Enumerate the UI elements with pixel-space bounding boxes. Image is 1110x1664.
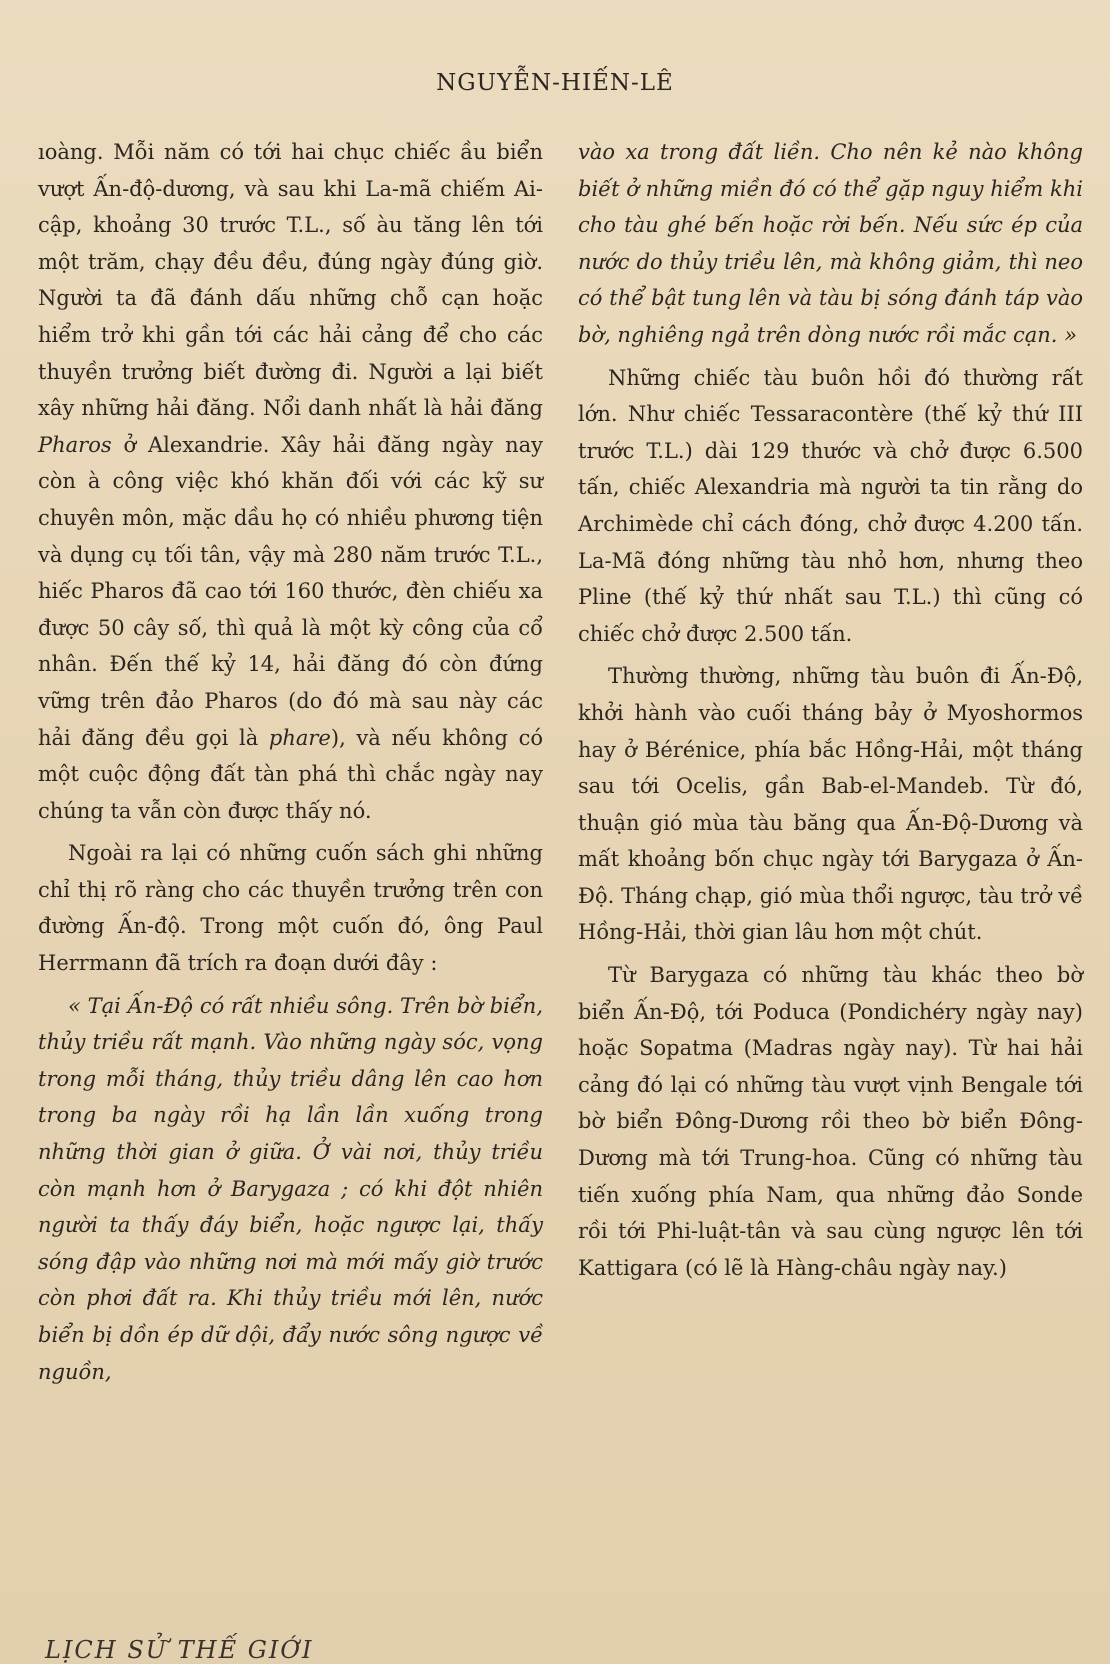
paragraph: Từ Barygaza có những tàu khác theo bờ biển Ấn-Độ, tới Poduca (Pondichéry ngày nay) hoặc Sopatma (Madras ngày nay). Từ hai hải cảng đó lại có những tàu vượt vịnh Bengale tới bờ biển Đông-Dương rồi theo bờ biển Đông-Dương mà tới Trung-hoa. Cũng có những tàu tiến xuống phía Nam, qua những đảo Sonde rồi tới Phi-luật-tân và sau cùng ngược lên tới Kattigara (có lẽ là Hàng-châu ngày nay.): [578, 963, 1083, 1280]
quote-continuation: vào xa trong đất liền. Cho nên kẻ nào không biết ở những miền đó có thể gặp nguy hiểm khi cho tàu ghé bến hoặc rời bến. Nếu sức ép của nước do thủy triều lên, mà không giảm, thì neo có thể bật tung lên và tàu bị sóng đánh táp vào bờ, nghiêng ngả trên dòng nước rồi mắc cạn. »: [578, 140, 1083, 347]
paragraph: Những chiếc tàu buôn hồi đó thường rất lớn. Như chiếc Tessaracontère (thế kỷ thứ III trước T.L.) dài 129 thước và chở được 6.500 tấn, chiếc Alexandria mà người ta tin rằng do Archimède chỉ cách đóng, chở được 4.200 tấn. La-Mã đóng những tàu nhỏ hơn, nhưng theo Pline (thế kỷ thứ nhất sau T.L.) thì cũng có chiếc chở được 2.500 tấn.: [578, 365, 1083, 646]
quote-paragraph: « Tại Ấn-Độ có rất nhiều sông. Trên bờ biển, thủy triều rất mạnh. Vào những ngày sóc, vọng trong mỗi tháng, thủy triều dâng lên cao hơn trong ba ngày rồi hạ lần lần xuống trong những thời gian ở giữa. Ở vài nơi, thủy triều còn mạnh hơn ở Barygaza ; có khi đột nhiên người ta thấy đáy biển, hoặc ngược lại, thấy sóng đập vào những nơi mà mới mấy giờ trước còn phơi đất ra. Khi thủy triều mới lên, nước biển bị dồn ép dữ dội, đẩy nước sông ngược về nguồn,: [38, 993, 543, 1384]
paragraph: Ngoài ra lại có những cuốn sách ghi những chỉ thị rõ ràng cho các thuyền trưởng trên con đường Ấn-độ. Trong một cuốn đó, ông Paul Herrmann đã trích ra đoạn dưới đây :: [38, 841, 543, 976]
paragraph: Thường thường, những tàu buôn đi Ấn-Độ, khởi hành vào cuối tháng bảy ở Myoshormos hay ở Bérénice, phía bắc Hồng-Hải, một tháng sau tới Ocelis, gần Bab-el-Mandeb. Từ đó, thuận gió mùa tàu băng qua Ấn-Độ-Dương và mất khoảng bốn chục ngày tới Barygaza ở Ấn-Độ. Tháng chạp, gió mùa thổi ngược, tàu trở về Hồng-Hải, thời gian lâu hơn một chút.: [578, 664, 1083, 945]
text-run: ở Alexandrie. Xây hải đăng ngày nay còn à công việc khó khăn đối với các kỹ sư chuyên môn, mặc dầu họ có nhiều phương tiện và dụng cụ tối tân, vậy mà 280 năm trước T.L., hiếc Pharos đã cao tới 160 thước, đèn chiếu xa được 50 cây số, thì quả là một kỳ công của cổ nhân. Đến thế kỷ 14, hải đăng đó còn đứng vững trên đảo Pharos (do đó mà sau này các hải đăng đều gọi là: [38, 432, 543, 750]
italic-term: Pharos: [38, 432, 112, 457]
left-column: [38, 134, 543, 1396]
paragraph: [38, 134, 543, 829]
text-run: ıoàng. Mỗi năm có tới hai chục chiếc ầu biển vượt Ấn-độ-dương, và sau khi La-mã chiếm Ai-cập, khoảng 30 trước T.L., số àu tăng lên tới một trăm, chạy đều đều, đúng ngày đúng giờ. Người ta đã đánh dấu những chỗ cạn hoặc hiểm trở khi gần tới các hải cảng để cho các thuyền trưởng biết đường đi. Người a lại biết xây những hải đăng. Nổi danh nhất là hải đăng: [38, 140, 543, 421]
running-head: NGUYỄN-HIẾN-LÊ: [436, 70, 674, 96]
text-run: ), và nếu không có một cuộc động đất tàn phá thì chắc ngày nay chúng ta vẫn còn được thấy nó.: [38, 725, 543, 823]
right-column: [578, 134, 1083, 1292]
italic-term: phare: [268, 725, 331, 750]
page-footer: LỊCH SỬ THẾ GIỚI: [45, 1636, 314, 1664]
